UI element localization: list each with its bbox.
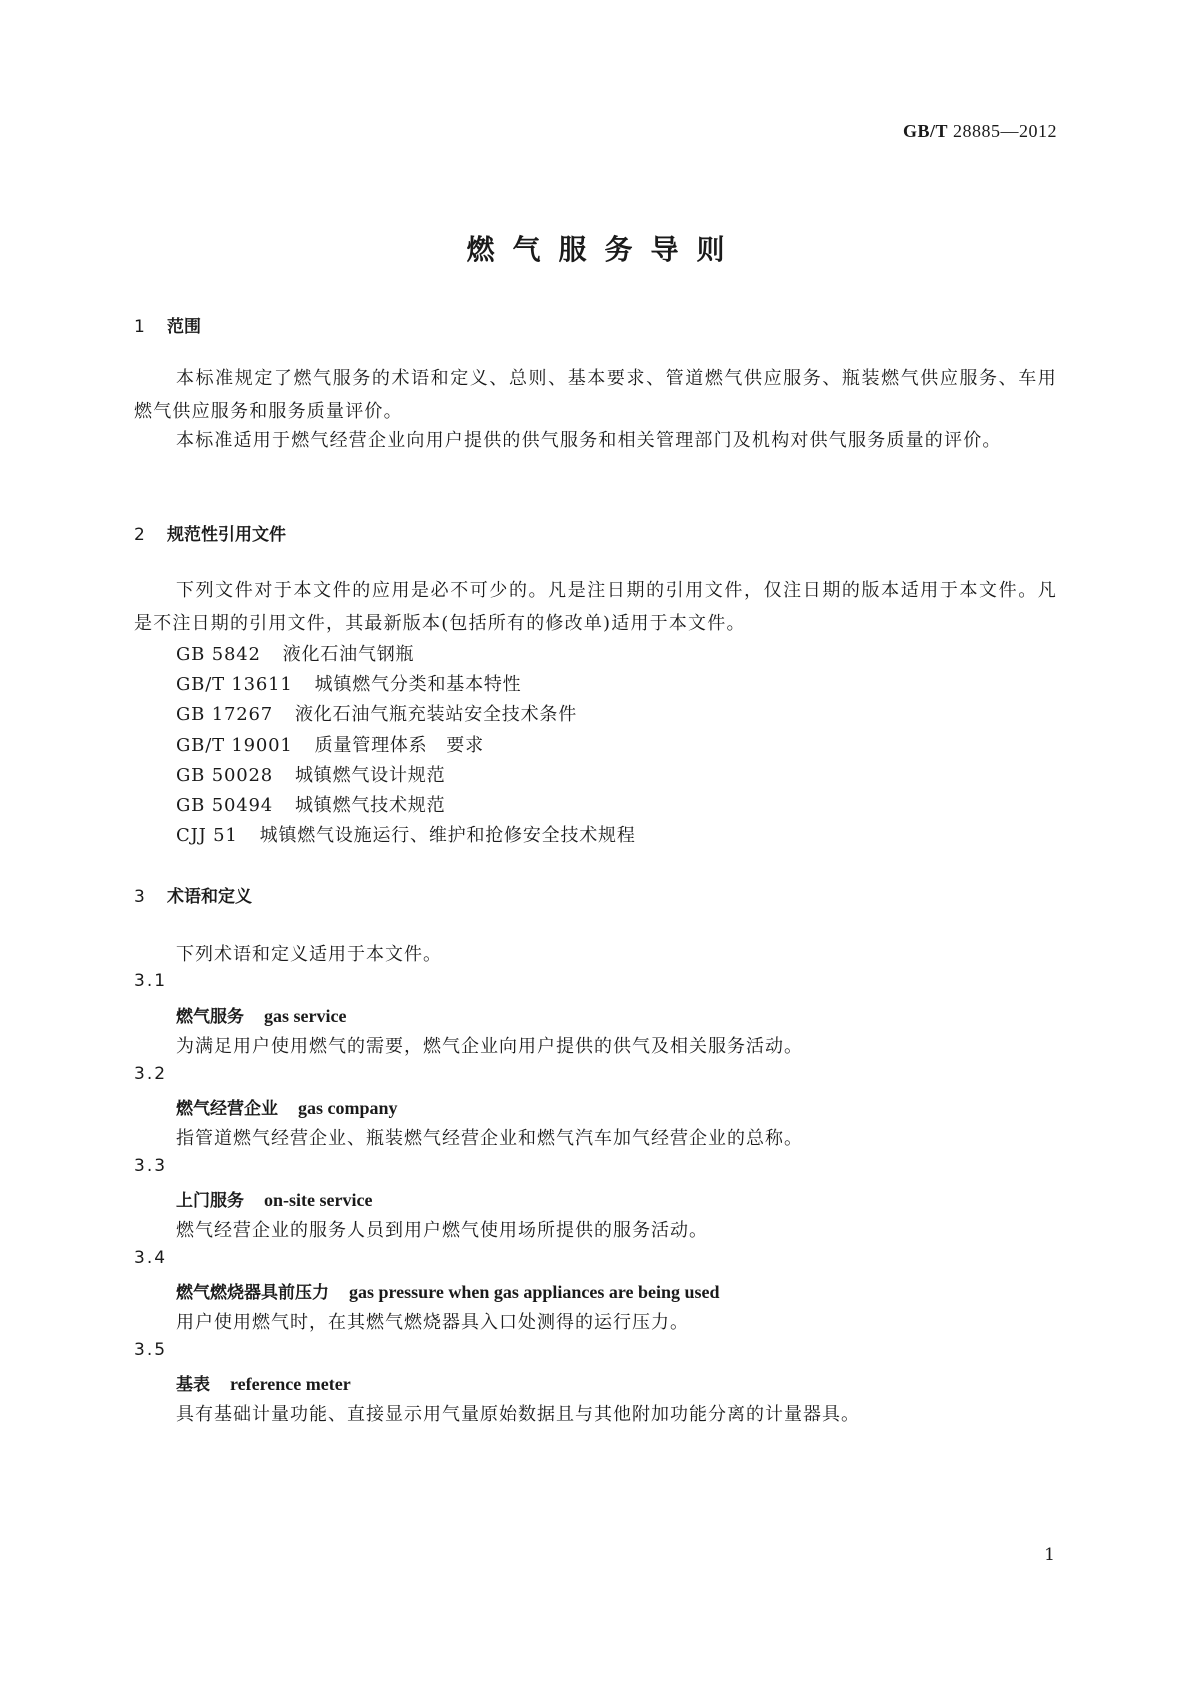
reference-title: 液化石油气瓶充装站安全技术条件	[295, 704, 577, 725]
term-zh: 上门服务	[176, 1191, 244, 1211]
section-title: 范围	[167, 317, 201, 337]
section-number: 2	[134, 525, 145, 545]
reference-title: 城镇燃气技术规范	[295, 795, 446, 816]
term-en: reference meter	[230, 1374, 351, 1394]
term-zh: 燃气经营企业	[176, 1099, 278, 1119]
references-intro: 下列文件对于本文件的应用是必不可少的。凡是注日期的引用文件，仅注日期的版本适用于本文件。凡是不注日期的引用文件，其最新版本(包括所有的修改单)适用于本文件。	[134, 580, 1057, 634]
standard-code	[903, 121, 1057, 142]
term-heading	[176, 1186, 372, 1211]
term-definition: 指管道燃气经营企业、瓶装燃气经营企业和燃气汽车加气经营企业的总称。	[176, 1128, 803, 1149]
page-number: 1	[1044, 1545, 1055, 1565]
term-zh: 燃气燃烧器具前压力	[176, 1283, 329, 1303]
section-heading-terms	[134, 882, 252, 907]
reference-title: 液化石油气钢瓶	[282, 644, 415, 665]
term-definition: 为满足用户使用燃气的需要，燃气企业向用户提供的供气及相关服务活动。	[176, 1036, 803, 1057]
term-zh: 基表	[176, 1375, 210, 1395]
term-heading	[176, 1094, 398, 1119]
scope-paragraph-2: 本标准适用于燃气经营企业向用户提供的供气服务和相关管理部门及机构对供气服务质量的评价。	[176, 430, 1002, 451]
reference-code: GB 17267	[176, 704, 273, 725]
clause-number: 3.3	[134, 1156, 168, 1176]
term-definition: 具有基础计量功能、直接显示用气量原始数据且与其他附加功能分离的计量器具。	[176, 1404, 860, 1425]
standard-prefix: GB/T	[902, 121, 948, 141]
term-definition: 用户使用燃气时，在其燃气燃烧器具入口处测得的运行压力。	[176, 1312, 689, 1333]
reference-code: GB 50028	[176, 765, 273, 786]
reference-code: GB 50494	[176, 795, 273, 816]
clause-number: 3.1	[134, 971, 168, 991]
reference-item	[176, 640, 414, 666]
term-heading	[176, 1370, 351, 1395]
reference-title: 城镇燃气设计规范	[295, 765, 446, 786]
reference-item	[176, 821, 636, 847]
reference-code: GB 5842	[176, 644, 261, 665]
reference-title: 质量管理体系 要求	[314, 735, 484, 756]
reference-code: GB/T 13611	[176, 674, 293, 695]
document-title: 燃气服务导则	[466, 233, 743, 266]
reference-title: 城镇燃气设施运行、维护和抢修安全技术规程	[259, 825, 636, 846]
term-en: gas service	[264, 1006, 347, 1026]
reference-item	[176, 700, 577, 726]
term-en: gas company	[298, 1098, 398, 1118]
clause-number: 3.4	[134, 1248, 168, 1268]
term-en: on-site service	[264, 1190, 373, 1210]
reference-title: 城镇燃气分类和基本特性	[314, 674, 522, 695]
reference-code: GB/T 19001	[176, 735, 293, 756]
term-en: gas pressure when gas appliances are being used	[349, 1282, 720, 1302]
scope-paragraph-1: 本标准规定了燃气服务的术语和定义、总则、基本要求、管道燃气供应服务、瓶装燃气供应服务、车用燃气供应服务和服务质量评价。	[134, 368, 1057, 422]
section-heading-scope	[134, 312, 201, 337]
reference-item	[176, 670, 521, 696]
reference-item	[176, 731, 484, 757]
reference-item	[176, 791, 445, 817]
section-title: 规范性引用文件	[167, 525, 286, 545]
terms-intro: 下列术语和定义适用于本文件。	[176, 944, 442, 965]
section-heading-references	[134, 520, 286, 545]
clause-number: 3.5	[134, 1340, 168, 1360]
reference-code: CJJ 51	[176, 825, 238, 846]
section-title: 术语和定义	[167, 887, 252, 907]
term-heading	[176, 1002, 346, 1027]
term-heading	[176, 1278, 720, 1303]
standard-number: 28885—2012	[953, 121, 1057, 141]
term-definition: 燃气经营企业的服务人员到用户燃气使用场所提供的服务活动。	[176, 1220, 708, 1241]
reference-item	[176, 761, 445, 787]
section-number: 3	[134, 887, 145, 907]
section-number: 1	[134, 317, 145, 337]
term-zh: 燃气服务	[176, 1007, 244, 1027]
clause-number: 3.2	[134, 1064, 168, 1084]
